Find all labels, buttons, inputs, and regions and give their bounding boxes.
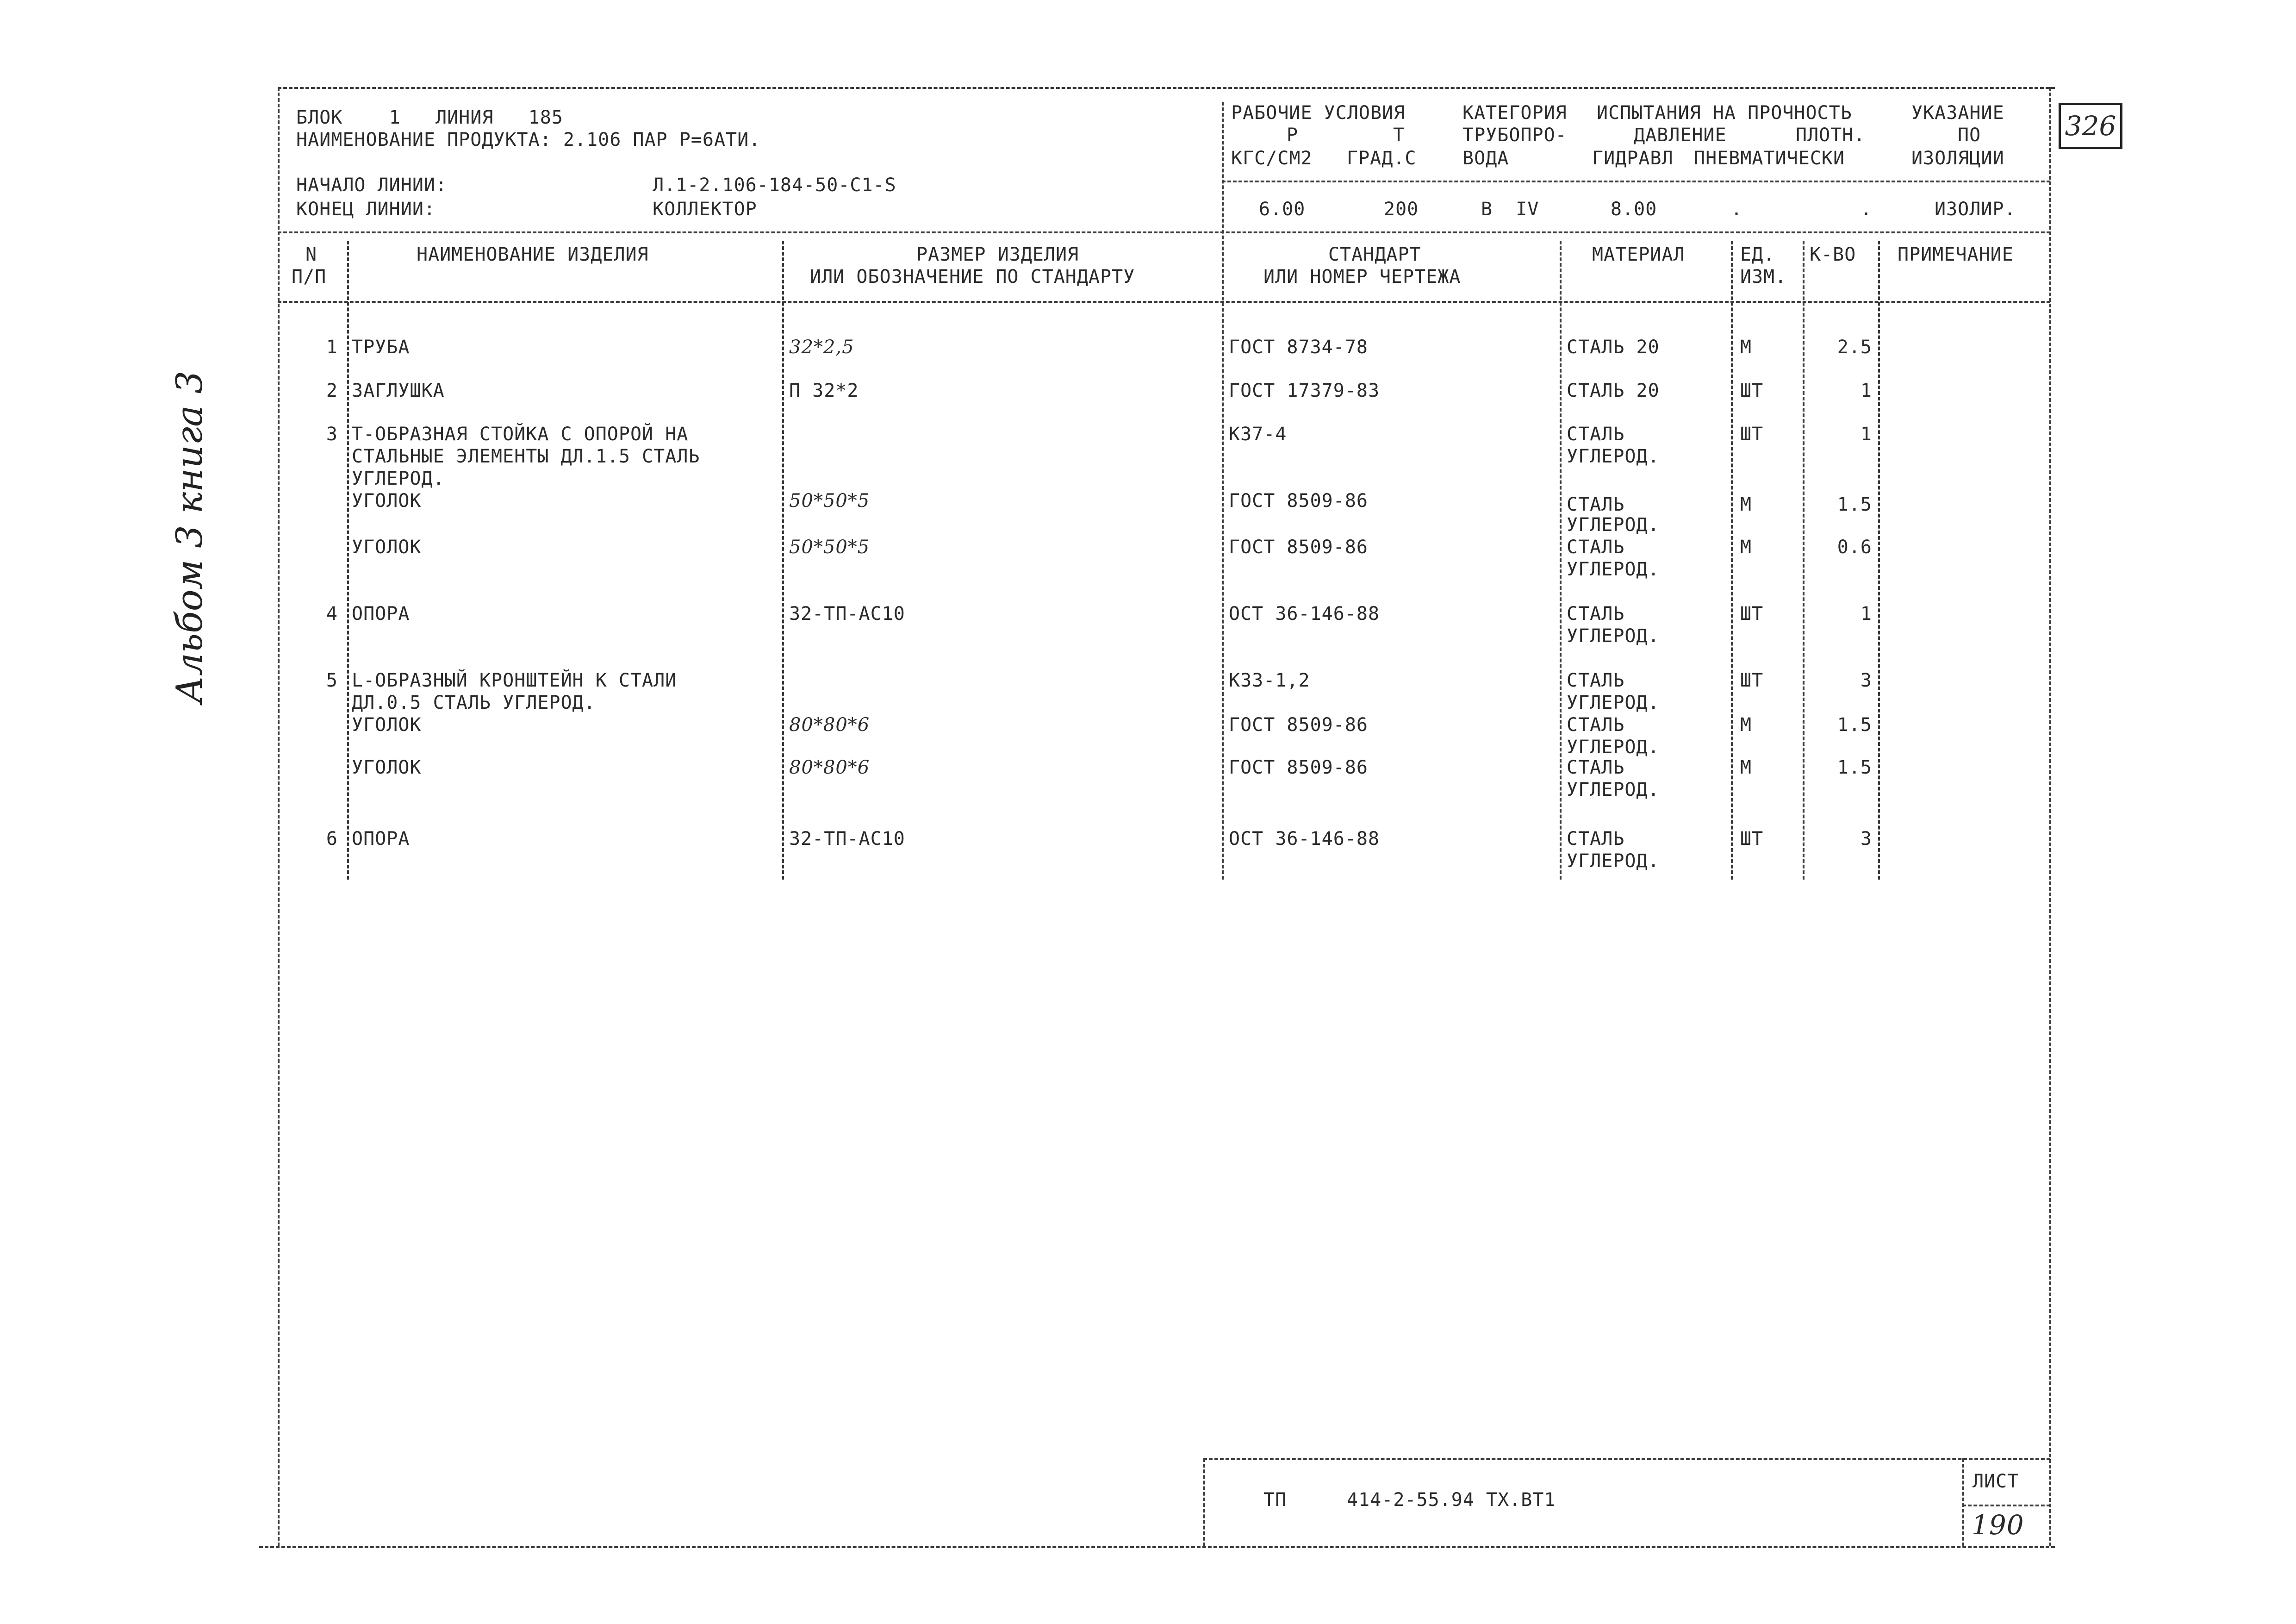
pneumatic-label: ПНЕВМАТИЧЕСКИ <box>1694 148 1845 169</box>
row-quantity: 0.6 <box>1837 537 1872 558</box>
col-divider <box>1560 241 1562 880</box>
insulation-label-3: ИЗОЛЯЦИИ <box>1911 148 2004 169</box>
row-material: СТАЛЬ <box>1567 603 1625 625</box>
row-size: 32-ТП-АС10 <box>789 603 905 625</box>
row-material-2: УГЛЕРОД. <box>1567 692 1660 713</box>
row-material-2: УГЛЕРОД. <box>1567 737 1660 758</box>
pneumatic-value: . <box>1731 199 1743 220</box>
row-material-2: УГЛЕРОД. <box>1567 446 1660 467</box>
row-material-2: УГЛЕРОД. <box>1567 779 1660 800</box>
row-number: 4 <box>326 603 338 625</box>
row-material: СТАЛЬ <box>1567 757 1625 778</box>
col-divider <box>1222 102 1224 880</box>
hydraulic-value: 8.00 <box>1611 199 1657 220</box>
row-unit: М <box>1740 757 1752 778</box>
col-size: РАЗМЕР ИЗДЕЛИЯ <box>916 244 1079 265</box>
row-name: УГОЛОК <box>352 714 422 736</box>
grad-unit-label: ГРАД.С <box>1347 148 1417 169</box>
product-name: НАИМЕНОВАНИЕ ПРОДУКТА: 2.106 ПАР Р=6АТИ. <box>296 129 761 150</box>
col-standard-2: ИЛИ НОМЕР ЧЕРТЕЖА <box>1263 266 1461 287</box>
header-separator <box>1222 181 2050 182</box>
col-name: НАИМЕНОВАНИЕ ИЗДЕЛИЯ <box>417 244 649 265</box>
col-divider <box>1731 241 1733 880</box>
row-quantity: 1 <box>1860 424 1872 445</box>
row-size: 50*50*5 <box>789 537 870 558</box>
col-quantity: К-ВО <box>1810 244 1856 265</box>
row-material: СТАЛЬ 20 <box>1567 337 1660 358</box>
category-label-3: ВОДА <box>1462 148 1509 169</box>
insulation-label: УКАЗАНИЕ <box>1911 102 2004 124</box>
row-quantity: 3 <box>1860 828 1872 849</box>
col-standard: СТАНДАРТ <box>1328 244 1421 265</box>
frame-top-border <box>278 87 2055 89</box>
col-note: ПРИМЕЧАНИЕ <box>1898 244 2014 265</box>
row-unit: ШТ <box>1740 424 1764 445</box>
row-standard: К37-4 <box>1229 424 1287 445</box>
row-number: 3 <box>326 424 338 445</box>
code-prefix: ТП <box>1263 1489 1287 1511</box>
row-name: УГОЛОК <box>352 757 422 778</box>
row-name: ОПОРА <box>352 828 410 849</box>
row-standard: ГОСТ 8509-86 <box>1229 757 1368 778</box>
row-unit: ШТ <box>1740 670 1764 691</box>
col-divider <box>347 241 349 880</box>
row-number: 2 <box>326 380 338 401</box>
density-value: . <box>1860 199 1873 220</box>
col-unit: ЕД. <box>1740 244 1775 265</box>
document-code: 414-2-55.94 ТХ.ВТ1 <box>1347 1489 1556 1511</box>
density-label: ПЛОТН. <box>1796 125 1866 146</box>
row-size: 80*80*6 <box>789 714 870 736</box>
row-unit: ШТ <box>1740 828 1764 849</box>
col-material: МАТЕРИАЛ <box>1592 244 1685 265</box>
row-quantity: 1 <box>1860 603 1872 625</box>
row-unit: М <box>1740 714 1752 736</box>
row-material: СТАЛЬ <box>1567 494 1625 515</box>
col-unit-2: ИЗМ. <box>1740 266 1787 287</box>
row-material: СТАЛЬ <box>1567 670 1625 691</box>
category-value: В IV <box>1481 199 1539 220</box>
row-name-line-3: УГЛЕРОД. <box>352 468 445 489</box>
row-name: L-ОБРАЗНЫЙ КРОНШТЕЙН К СТАЛИ <box>352 670 677 691</box>
end-value: КОЛЛЕКТОР <box>653 199 757 220</box>
row-quantity: 3 <box>1860 670 1872 691</box>
row-size: 32-ТП-АС10 <box>789 828 905 849</box>
row-unit: М <box>1740 494 1752 515</box>
sheet-divider-line <box>1962 1505 2050 1506</box>
title-block-left-line <box>1203 1458 1205 1546</box>
hydraulic-label: ГИДРАВЛ <box>1592 148 1674 169</box>
category-label: КАТЕГОРИЯ <box>1462 102 1567 124</box>
kgs-unit-label: КГС/СМ2 <box>1231 148 1313 169</box>
row-standard: ГОСТ 8509-86 <box>1229 714 1368 736</box>
row-size: 80*80*6 <box>789 757 870 778</box>
column-head-bottom-line <box>278 301 2050 303</box>
start-label: НАЧАЛО ЛИНИИ: <box>296 175 448 196</box>
frame-right-border <box>2049 87 2051 1546</box>
title-block-top-line <box>1203 1458 2050 1460</box>
row-size: П 32*2 <box>789 380 859 401</box>
row-unit: ШТ <box>1740 380 1764 401</box>
stamp-number: 326 <box>2059 103 2122 149</box>
row-number: 1 <box>326 337 338 358</box>
start-value: Л.1-2.106-184-50-С1-S <box>653 175 896 196</box>
row-number: 6 <box>326 828 338 849</box>
row-name-line-2: СТАЛЬНЫЕ ЭЛЕМЕНТЫ ДЛ.1.5 СТАЛЬ <box>352 446 700 467</box>
pressure-value: 6.00 <box>1259 199 1306 220</box>
col-divider <box>1878 241 1880 880</box>
row-name: ТРУБА <box>352 337 410 358</box>
row-material: СТАЛЬ <box>1567 424 1625 445</box>
row-name: УГОЛОК <box>352 490 422 512</box>
row-size: 50*50*5 <box>789 490 870 512</box>
row-quantity: 1.5 <box>1837 757 1872 778</box>
row-unit: М <box>1740 337 1752 358</box>
row-material: СТАЛЬ <box>1567 537 1625 558</box>
col-divider <box>782 241 784 880</box>
row-name: Т-ОБРАЗНАЯ СТОЙКА С ОПОРОЙ НА <box>352 424 689 445</box>
row-standard: К33-1,2 <box>1229 670 1310 691</box>
row-material-2: УГЛЕРОД. <box>1567 850 1660 872</box>
row-name: УГОЛОК <box>352 537 422 558</box>
row-material-2: УГЛЕРОД. <box>1567 559 1660 580</box>
row-standard: ГОСТ 8509-86 <box>1229 537 1368 558</box>
row-material-2: УГЛЕРОД. <box>1567 514 1660 536</box>
row-quantity: 1.5 <box>1837 714 1872 736</box>
header-bottom-line <box>278 231 2050 233</box>
end-label: КОНЕЦ ЛИНИИ: <box>296 199 436 220</box>
row-material-2: УГЛЕРОД. <box>1567 625 1660 647</box>
block-line: БЛОК 1 ЛИНИЯ 185 <box>296 107 563 128</box>
row-standard: ГОСТ 8509-86 <box>1229 490 1368 512</box>
row-number: 5 <box>326 670 338 691</box>
row-standard: ОСТ 36-146-88 <box>1229 828 1380 849</box>
category-label-2: ТРУБОПРО- <box>1462 125 1567 146</box>
pressure-p-label: Р <box>1287 125 1299 146</box>
row-material: СТАЛЬ <box>1567 828 1625 849</box>
row-name: ОПОРА <box>352 603 410 625</box>
row-quantity: 1 <box>1860 380 1872 401</box>
row-material: СТАЛЬ <box>1567 714 1625 736</box>
row-name-line-2: ДЛ.0.5 СТАЛЬ УГЛЕРОД. <box>352 692 596 713</box>
row-unit: ШТ <box>1740 603 1764 625</box>
row-standard: ГОСТ 8734-78 <box>1229 337 1368 358</box>
frame-left-border <box>278 87 280 1546</box>
sheet-number: 190 <box>1972 1509 2024 1541</box>
work-conditions-label: РАБОЧИЕ УСЛОВИЯ <box>1231 102 1406 124</box>
side-note: Альбом 3 книга 3 <box>169 370 211 704</box>
row-quantity: 1.5 <box>1837 494 1872 515</box>
row-standard: ОСТ 36-146-88 <box>1229 603 1380 625</box>
row-material: СТАЛЬ 20 <box>1567 380 1660 401</box>
row-size: 32*2,5 <box>789 337 854 358</box>
temperature-value: 200 <box>1384 199 1419 220</box>
row-name: ЗАГЛУШКА <box>352 380 445 401</box>
row-standard: ГОСТ 17379-83 <box>1229 380 1380 401</box>
frame-bottom-border <box>259 1546 2055 1548</box>
sheet-label: ЛИСТ <box>1972 1471 2019 1492</box>
insulation-label-2: ПО <box>1958 125 1981 146</box>
tests-label: ИСПЫТАНИЯ НА ПРОЧНОСТЬ <box>1597 102 1852 124</box>
pressure-label: ДАВЛЕНИЕ <box>1634 125 1727 146</box>
col-number: N <box>305 244 317 265</box>
temperature-t-label: Т <box>1393 125 1405 146</box>
row-quantity: 2.5 <box>1837 337 1872 358</box>
title-block-sheet-divider <box>1962 1458 1964 1546</box>
insulation-value: ИЗОЛИР. <box>1935 199 2016 220</box>
col-divider <box>1803 241 1804 880</box>
col-number-2: П/П <box>292 266 327 287</box>
col-size-2: ИЛИ ОБОЗНАЧЕНИЕ ПО СТАНДАРТУ <box>810 266 1135 287</box>
row-unit: М <box>1740 537 1752 558</box>
